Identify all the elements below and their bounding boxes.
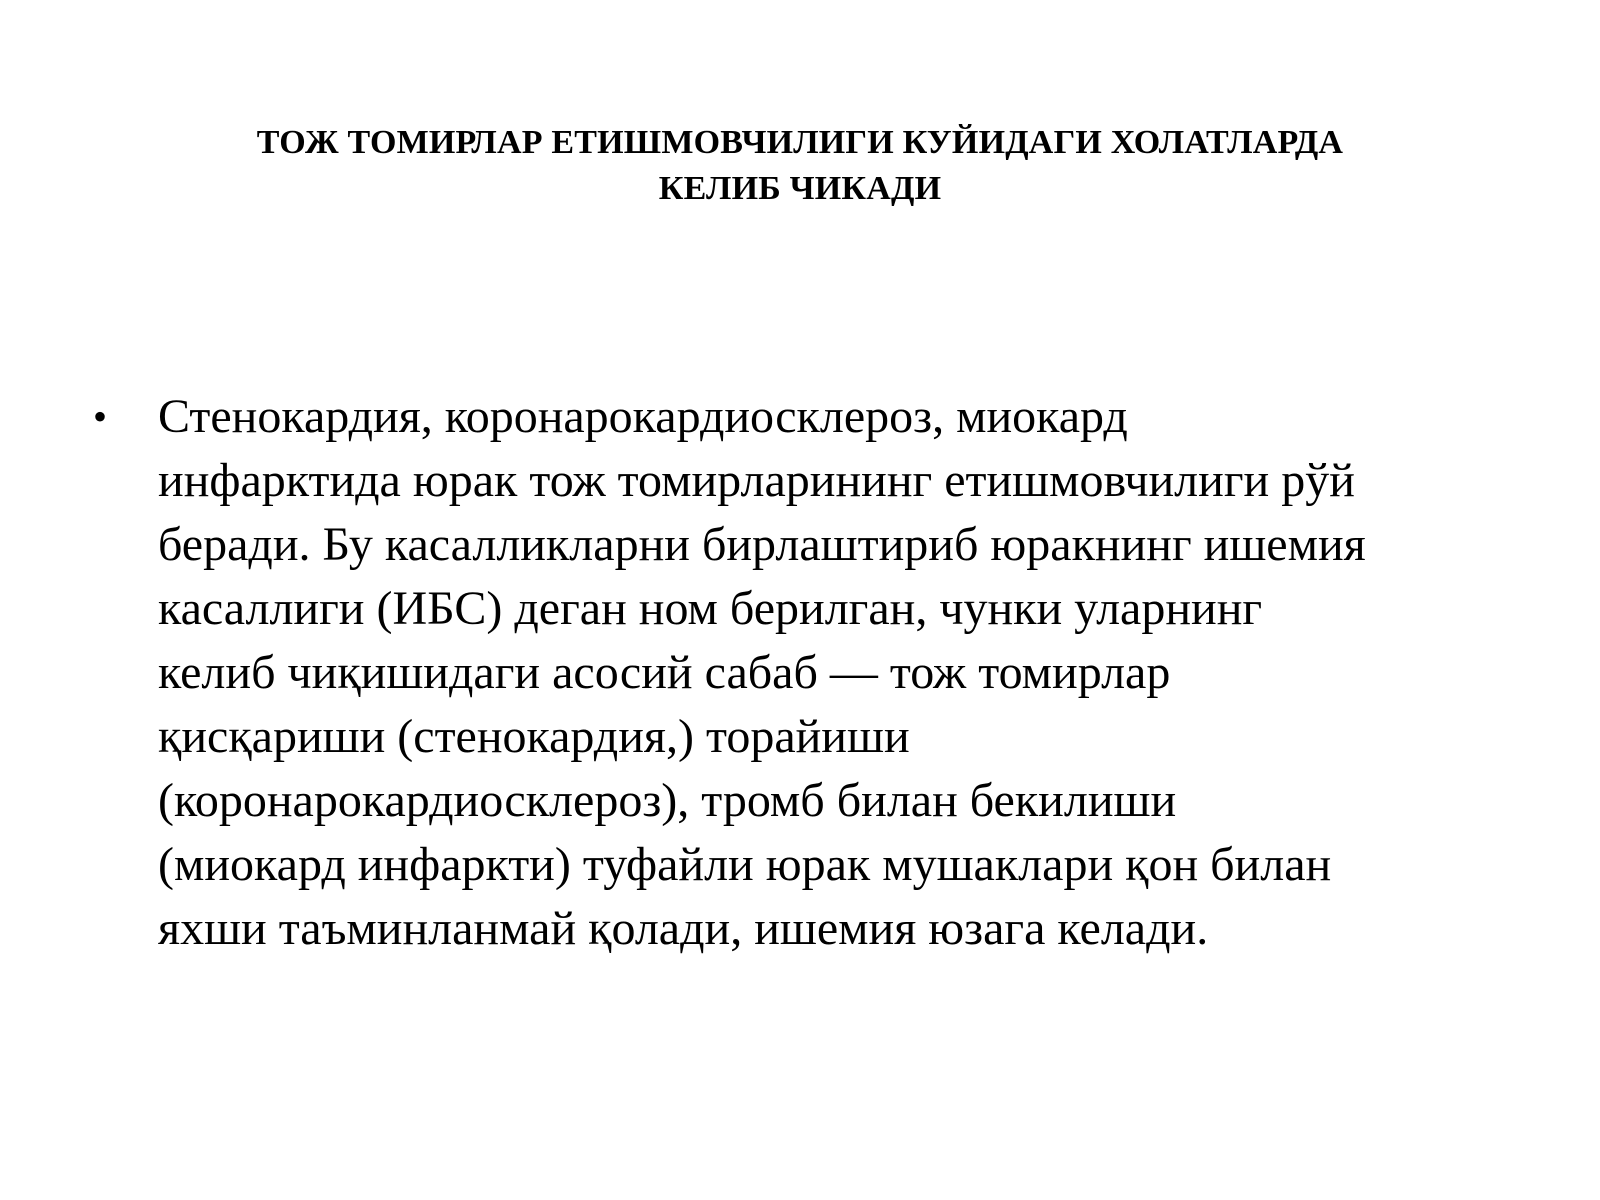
bullet-text-line-2: инфарктида юрак тож томирларининг етишмовчилиги рўй [158,454,1355,507]
bullet-text-line-4: касаллиги (ИБС) деган ном берилган, чунки уларнинг [158,582,1263,635]
title-line-2: КЕЛИБ ЧИКАДИ [658,170,942,207]
bullet-text-line-3: беради. Бу касалликларни бирлаштириб юракнинг ишемия [158,518,1366,571]
slide-title [100,120,1500,212]
bullet-text-line-7: (коронарокардиосклероз), тромб билан бекилиши [158,774,1177,827]
bullet-icon: • [93,394,108,439]
bullet-text-line-1: Стенокардия, коронарокардиосклероз, миокард [158,390,1128,443]
bullet-list [93,385,1513,961]
bullet-text-line-6: қисқариши (стенокардия,) торайиши [158,710,910,763]
bullet-item [93,385,1513,961]
title-line-1: ТОЖ ТОМИРЛАР ЕТИШМОВЧИЛИГИ КУЙИДАГИ ХОЛАТЛАРДА [256,124,1344,161]
bullet-text-line-5: келиб чиқишидаги асосий сабаб — тож томирлар [158,646,1171,699]
bullet-text-line-9: яхши таъминланмай қолади, ишемия юзага келади. [158,902,1209,955]
bullet-text-line-8: (миокард инфаркти) туфайли юрак мушаклари қон билан [158,838,1332,891]
